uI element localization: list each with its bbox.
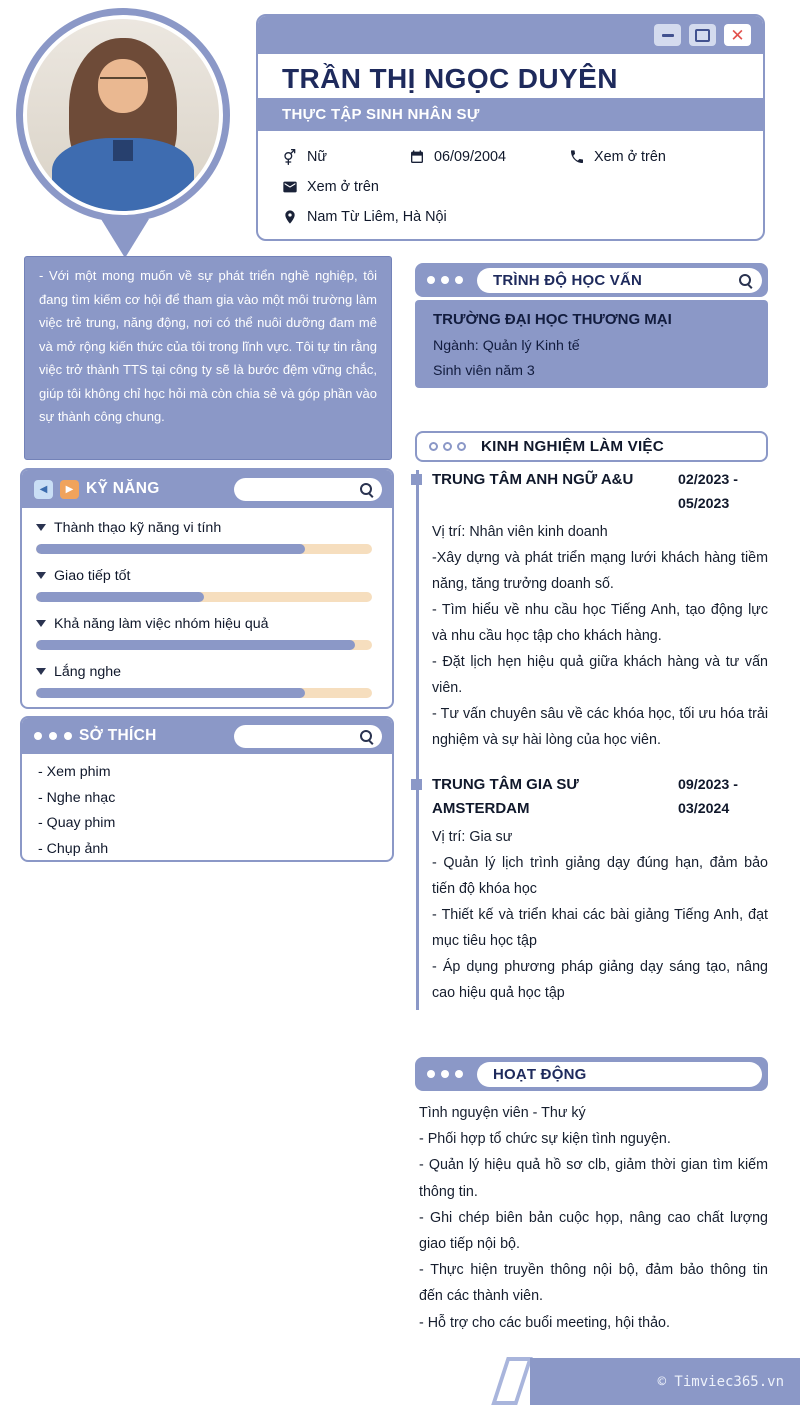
- company-name: TRUNG TÂM GIA SƯ AMSTERDAM: [432, 776, 579, 817]
- skill-bar-fill: [36, 640, 355, 650]
- triangle-down-icon: [36, 524, 46, 531]
- job-detail: - Thiết kế và triển khai các bài giảng Tiếng Anh, đạt mục tiêu học tập: [432, 907, 768, 949]
- phone-item: [569, 149, 666, 165]
- avatar-pointer-triangle: [101, 219, 149, 258]
- address-value: Nam Từ Liêm, Hà Nội: [307, 209, 447, 225]
- search-icon: [738, 273, 752, 287]
- skill-label-row: [36, 565, 372, 586]
- search-icon: [359, 482, 373, 496]
- interests-title: SỞ THÍCH: [79, 727, 157, 744]
- skill-item: [36, 661, 372, 698]
- skills-section: [20, 468, 394, 709]
- search-box[interactable]: [234, 478, 382, 501]
- job-detail: Vị trí: Nhân viên kinh doanh: [432, 524, 608, 540]
- close-button[interactable]: [724, 24, 751, 46]
- skill-bar-fill: [36, 592, 204, 602]
- dot-icon: [64, 732, 72, 740]
- job-detail: - Tìm hiểu về nhu cầu học Tiếng Anh, tạo động lực và nhu cầu học tập cho khách hàng.: [432, 602, 768, 644]
- job-entry: [432, 468, 768, 753]
- skill-bar-track: [36, 640, 372, 650]
- education-major: Ngành: Quản lý Kinh tế: [433, 338, 580, 354]
- timeline-bullet: [411, 779, 422, 790]
- skill-item: [36, 613, 372, 650]
- candidate-name: TRẦN THỊ NGỌC DUYÊN: [282, 63, 618, 94]
- skill-bar-track: [36, 592, 372, 602]
- skill-name: Lắng nghe: [54, 663, 122, 680]
- triangle-down-icon: [36, 572, 46, 579]
- contact-row-1: [282, 142, 739, 172]
- dot-icon: [441, 1070, 449, 1078]
- skill-bar-fill: [36, 688, 305, 698]
- triangle-down-icon: [36, 668, 46, 675]
- skill-label-row: [36, 613, 372, 634]
- footer-parallelogram-decoration: [491, 1357, 533, 1405]
- skill-label-row: [36, 661, 372, 682]
- search-box[interactable]: [234, 725, 382, 748]
- interest-item: - Xem phim: [38, 764, 111, 780]
- job-header: [432, 468, 768, 516]
- dot-icon: [441, 276, 449, 284]
- job-detail: - Áp dụng phương pháp giảng dạy sáng tạo, nâng cao hiệu quả học tập: [432, 959, 768, 1001]
- copyright-text: © Timviec365.vn: [657, 1373, 784, 1390]
- maximize-button[interactable]: [689, 24, 716, 46]
- experience-title: KINH NGHIỆM LÀM VIỆC: [481, 438, 664, 455]
- dot-icon: [455, 276, 463, 284]
- email-value: Xem ở trên: [307, 179, 379, 195]
- circle-outline-icon: [429, 442, 438, 451]
- dot-icon: [427, 1070, 435, 1078]
- activity-line: - Quản lý hiệu quả hồ sơ clb, giảm thời gian tìm kiếm thông tin.: [419, 1157, 768, 1200]
- job-detail: - Quản lý lịch trình giảng dạy đúng hạn, đảm bảo tiến độ khóa học: [432, 855, 768, 897]
- education-year: Sinh viên năm 3: [433, 363, 535, 379]
- skills-list: [22, 508, 392, 698]
- dot-icon: [34, 732, 42, 740]
- contact-info: [258, 131, 763, 232]
- activities-list: [419, 1100, 768, 1336]
- window-titlebar: [258, 16, 763, 54]
- dot-icon: [455, 1070, 463, 1078]
- footer-bar: [530, 1358, 800, 1405]
- experience-header: [415, 431, 768, 462]
- activities-header: [415, 1057, 768, 1091]
- activities-title: HOẠT ĐỘNG: [493, 1065, 587, 1083]
- job-entry: [432, 773, 768, 1006]
- skills-header: [22, 470, 392, 508]
- phone-icon: [569, 149, 585, 165]
- avatar: [16, 8, 230, 222]
- job-dates: 09/2023 - 03/2024: [678, 777, 738, 817]
- job-detail: -Xây dựng và phát triển mạng lưới khách hàng tiềm năng, tăng trưởng doanh số.: [432, 550, 768, 592]
- skill-bar-fill: [36, 544, 305, 554]
- education-title: TRÌNH ĐỘ HỌC VẤN: [493, 271, 643, 289]
- gender-value: Nữ: [307, 149, 328, 165]
- interest-item: - Nghe nhạc: [38, 789, 116, 806]
- skill-bar-track: [36, 688, 372, 698]
- activity-line: - Phối hợp tổ chức sự kiện tình nguyện.: [419, 1131, 671, 1148]
- dot-icon: [427, 276, 435, 284]
- gender-item: [282, 149, 409, 165]
- position-title: THỰC TẬP SINH NHÂN SỰ: [258, 98, 763, 131]
- search-icon: [359, 729, 373, 743]
- skill-name: Giao tiếp tốt: [54, 567, 131, 584]
- school-name: TRƯỜNG ĐẠI HỌC THƯƠNG MẠI: [433, 311, 672, 328]
- location-pin-icon: [282, 209, 298, 225]
- gender-icon: [282, 149, 298, 165]
- skill-bar-track: [36, 544, 372, 554]
- dob-item: [409, 149, 569, 165]
- phone-value: Xem ở trên: [594, 149, 666, 165]
- activity-line: - Hỗ trợ cho các buổi meeting, hội thảo.: [419, 1314, 670, 1331]
- company-name: TRUNG TÂM ANH NGỮ A&U: [432, 471, 634, 488]
- profile-photo: [27, 19, 219, 211]
- triangle-down-icon: [36, 620, 46, 627]
- job-detail: - Tư vấn chuyên sâu về các khóa học, tối ưu hóa trải nghiệm và sự hài lòng của học viên.: [432, 706, 768, 748]
- experience-list: [432, 468, 768, 1026]
- skill-name: Thành thạo kỹ năng vi tính: [54, 519, 222, 536]
- dot-icon: [49, 732, 57, 740]
- interests-header: [22, 718, 392, 754]
- photo-glasses-shape: [100, 77, 146, 90]
- minimize-button[interactable]: [654, 24, 681, 46]
- interests-section: [20, 716, 394, 862]
- skill-name: Khả năng làm việc nhóm hiệu quả: [54, 615, 269, 632]
- interests-list: [22, 754, 392, 862]
- activity-line: - Thực hiện truyền thông nội bộ, đảm bảo thông tin đến các thành viên.: [419, 1262, 768, 1305]
- circle-outline-icon: [457, 442, 466, 451]
- address-item: [282, 209, 447, 225]
- education-title-pill: [477, 268, 762, 293]
- header-card: [256, 14, 765, 241]
- activities-title-pill: [477, 1062, 762, 1087]
- skills-title: KỸ NĂNG: [86, 480, 160, 497]
- calendar-icon: [409, 149, 425, 165]
- job-detail: Vị trí: Gia sư: [432, 829, 513, 845]
- activity-line: Tình nguyện viên - Thư ký: [419, 1105, 586, 1121]
- interest-item: - Chụp ảnh: [38, 840, 109, 857]
- activity-line: - Ghi chép biên bản cuộc họp, nâng cao chất lượng giao tiếp nội bộ.: [419, 1209, 768, 1253]
- education-content: [415, 300, 768, 388]
- email-icon: [282, 179, 298, 195]
- timeline-bullet: [411, 474, 422, 485]
- skill-label-row: [36, 517, 372, 538]
- dob-value: 06/09/2004: [434, 149, 507, 165]
- email-item: [282, 179, 379, 195]
- job-header: [432, 773, 768, 821]
- timeline-line: [416, 470, 419, 1010]
- forward-arrow-button[interactable]: [60, 480, 79, 499]
- job-detail: - Đặt lịch hẹn hiệu quả giữa khách hàng và tư vấn viên.: [432, 654, 768, 696]
- skill-item: [36, 517, 372, 554]
- circle-outline-icon: [443, 442, 452, 451]
- skill-item: [36, 565, 372, 602]
- contact-row-3: [282, 202, 739, 232]
- job-dates: 02/2023 - 05/2023: [678, 472, 738, 512]
- career-objective: - Với một mong muốn về sự phát triển nghề nghiệp, tôi đang tìm kiếm cơ hội để tham gia vào một môi trường làm việc trẻ trung, năng động, nơi có thể nuôi dưỡng đam mê và mở rộng kiến thức của tôi trong lĩnh vực. Tôi tự tin rằng việc trở thành TTS tại công ty sẽ là bước đệm vững chắc, giúp tôi không chỉ học hỏi mà còn chia sẻ và góp phần vào sự thành công chung.: [24, 256, 392, 460]
- education-header: [415, 263, 768, 297]
- interest-item: - Quay phim: [38, 815, 116, 831]
- photo-collar-shape: [113, 140, 132, 161]
- back-arrow-button[interactable]: [34, 480, 53, 499]
- contact-row-2: [282, 172, 739, 202]
